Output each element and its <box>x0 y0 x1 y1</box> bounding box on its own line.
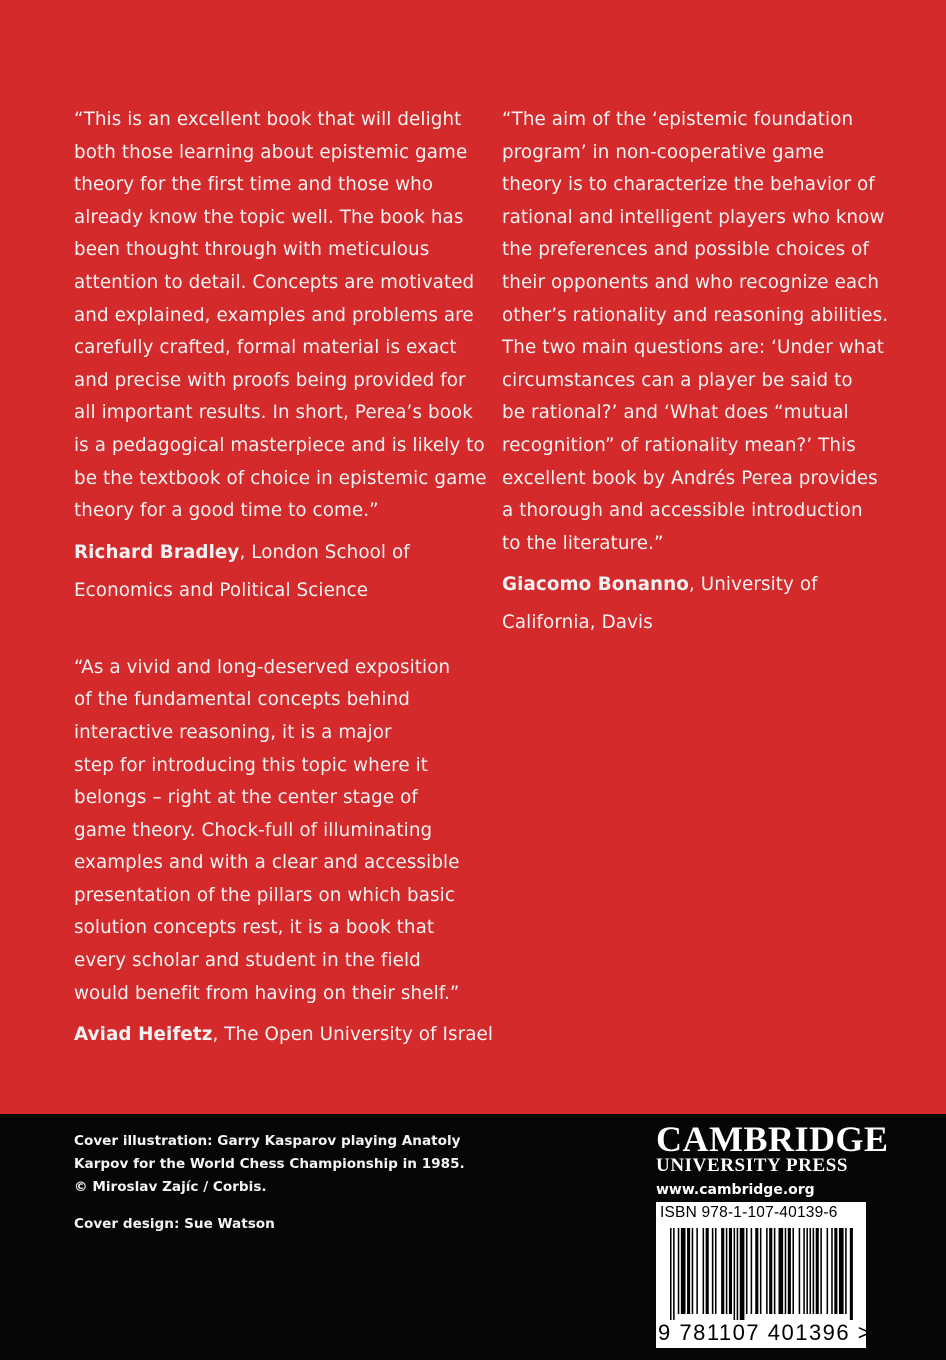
quote-line: theory for a good time to come.” <box>74 500 379 522</box>
barcode-bar <box>820 1228 822 1314</box>
left-column <box>74 104 494 1054</box>
barcode-bar <box>788 1228 791 1314</box>
publisher-url: www.cambridge.org <box>656 1182 815 1198</box>
barcode-bar <box>681 1228 686 1314</box>
author-affiliation: California, Davis <box>502 612 653 634</box>
barcode-bar <box>696 1228 698 1314</box>
barcode-bar <box>850 1228 853 1320</box>
barcode-bar <box>803 1228 805 1314</box>
quote-line: interactive reasoning, it is a major <box>74 721 392 743</box>
barcode-bar <box>816 1228 819 1314</box>
cover-design-credit: Cover design: Sue Watson <box>74 1216 275 1232</box>
author-affiliation: , University of <box>688 574 818 596</box>
quote-line: and explained, examples and problems are <box>74 304 474 326</box>
quote-line: solution concepts rest, it is a book that <box>74 917 435 939</box>
barcode-bar <box>678 1228 680 1314</box>
quote-line: theory for the first time and those who <box>74 174 434 196</box>
quote-line: already know the topic well. The book has <box>74 206 464 228</box>
publisher-name: CAMBRIDGE <box>656 1119 889 1159</box>
author-affiliation: Economics and Political Science <box>74 579 369 601</box>
quote-line: excellent book by Andrés Perea provides <box>502 467 878 489</box>
quote-line: a thorough and accessible introduction <box>502 500 863 522</box>
barcode-bar <box>734 1228 736 1320</box>
quote-line: is a pedagogical masterpiece and is likely to <box>74 434 485 456</box>
quote-line: and precise with proofs being provided for <box>74 369 466 391</box>
barcode-bar <box>673 1228 675 1320</box>
quote-line: game theory. Chock-full of illuminating <box>74 819 433 841</box>
author-name: Aviad Heifetz <box>74 1024 213 1046</box>
author-affiliation: , The Open University of Israel <box>212 1024 494 1046</box>
quote-line: program’ in non-cooperative game <box>502 141 825 163</box>
credit-line: Karpov for the World Chess Championship in 1985. <box>74 1156 465 1172</box>
barcode-bar <box>751 1228 753 1314</box>
publisher-subtitle: UNIVERSITY PRESS <box>656 1155 849 1176</box>
quote-line: circumstances can a player be said to <box>502 369 853 391</box>
quote-line: to the literature.” <box>502 532 664 554</box>
barcode-bar <box>737 1228 739 1320</box>
barcode-bar <box>779 1228 784 1314</box>
quote-line: “The aim of the ‘epistemic foundation <box>502 109 854 130</box>
author-name: Giacomo Bonanno <box>502 574 689 596</box>
author-affiliation: , London School of <box>239 541 410 563</box>
barcode-bar <box>746 1228 748 1314</box>
barcode-bar <box>687 1228 690 1314</box>
barcode-bar <box>729 1228 732 1314</box>
barcode-bar <box>760 1228 762 1314</box>
barcode-bar <box>740 1228 745 1320</box>
barcode-bar <box>806 1228 808 1314</box>
quote-line: be rational?’ and ‘What does “mutual <box>502 402 849 424</box>
quote-line: be the textbook of choice in epistemic game <box>74 467 487 489</box>
quote-attribution <box>74 1016 494 1054</box>
quote-line: rational and intelligent players who know <box>502 206 885 228</box>
barcode-bar <box>845 1228 847 1314</box>
credit-line: © Miroslav Zajíc / Corbis. <box>74 1179 267 1195</box>
quote-line: of the fundamental concepts behind <box>74 689 410 711</box>
barcode-bar <box>799 1228 801 1314</box>
quote-line: “As a vivid and long-deserved exposition <box>74 656 451 678</box>
barcode-bar <box>712 1228 714 1314</box>
quote-line: presentation of the pillars on which basic <box>74 884 455 906</box>
isbn-barcode <box>656 1202 873 1348</box>
quote-attribution <box>74 534 474 610</box>
quote-line: recognition” of rationality mean?’ This <box>502 434 856 456</box>
quote-line: carefully crafted, formal material is exact <box>74 337 457 359</box>
barcode-bar <box>726 1228 728 1314</box>
barcode-bar <box>839 1228 844 1314</box>
quote-attribution <box>502 566 902 642</box>
barcode-bar <box>774 1228 776 1314</box>
right-column <box>502 104 902 642</box>
quote-line: examples and with a clear and accessible <box>74 852 460 874</box>
barcode-bar <box>670 1228 672 1320</box>
barcode-bar <box>721 1228 724 1314</box>
quote-line: their opponents and who recognize each <box>502 271 880 293</box>
barcode-bar <box>827 1228 829 1314</box>
quote-line: both those learning about epistemic game <box>74 141 468 163</box>
publisher-logo <box>656 1120 889 1198</box>
cover-credits <box>74 1130 465 1236</box>
quote-line: been thought through with meticulous <box>74 239 430 261</box>
barcode-bar <box>785 1228 787 1314</box>
quote-heifetz <box>74 652 494 1055</box>
barcode-digits: 9 781107 401396 > <box>658 1320 873 1345</box>
barcode-bar <box>766 1228 768 1314</box>
quote-line: the preferences and possible choices of <box>502 239 869 261</box>
quote-line: theory is to characterize the behavior of <box>502 174 875 196</box>
barcode-bars-icon <box>670 1228 854 1320</box>
credit-line: Cover illustration: Garry Kasparov playing Anatoly <box>74 1133 461 1149</box>
barcode-bar <box>715 1228 717 1314</box>
barcode-bar <box>692 1228 694 1314</box>
quote-line: The two main questions are: ‘Under what <box>502 337 885 359</box>
barcode-bar <box>810 1228 812 1314</box>
barcode-bar <box>813 1228 815 1314</box>
isbn-label: ISBN 978-1-107-40139-6 <box>660 1204 838 1221</box>
quote-line: step for introducing this topic where it <box>74 754 429 776</box>
barcode-bar <box>792 1228 794 1314</box>
barcode-bar <box>834 1228 837 1314</box>
barcode-bar <box>769 1228 772 1314</box>
quote-line: “This is an excellent book that will delight <box>74 109 462 130</box>
quote-line: belongs – right at the center stage of <box>74 787 418 809</box>
barcode-bar <box>755 1228 758 1314</box>
quote-line: all important results. In short, Perea’s book <box>74 402 473 424</box>
barcode-bar <box>703 1228 705 1314</box>
barcode-bar <box>831 1228 833 1314</box>
barcode-bar <box>706 1228 709 1314</box>
quote-line: other’s rationality and reasoning abilities. <box>502 304 889 326</box>
quote-line: would benefit from having on their shelf.” <box>74 982 460 1004</box>
author-name: Richard Bradley <box>74 541 240 563</box>
quote-bradley <box>74 104 487 610</box>
quote-line: every scholar and student in the field <box>74 950 421 972</box>
quote-line: attention to detail. Concepts are motivated <box>74 271 475 293</box>
quote-bonanno <box>502 104 902 642</box>
